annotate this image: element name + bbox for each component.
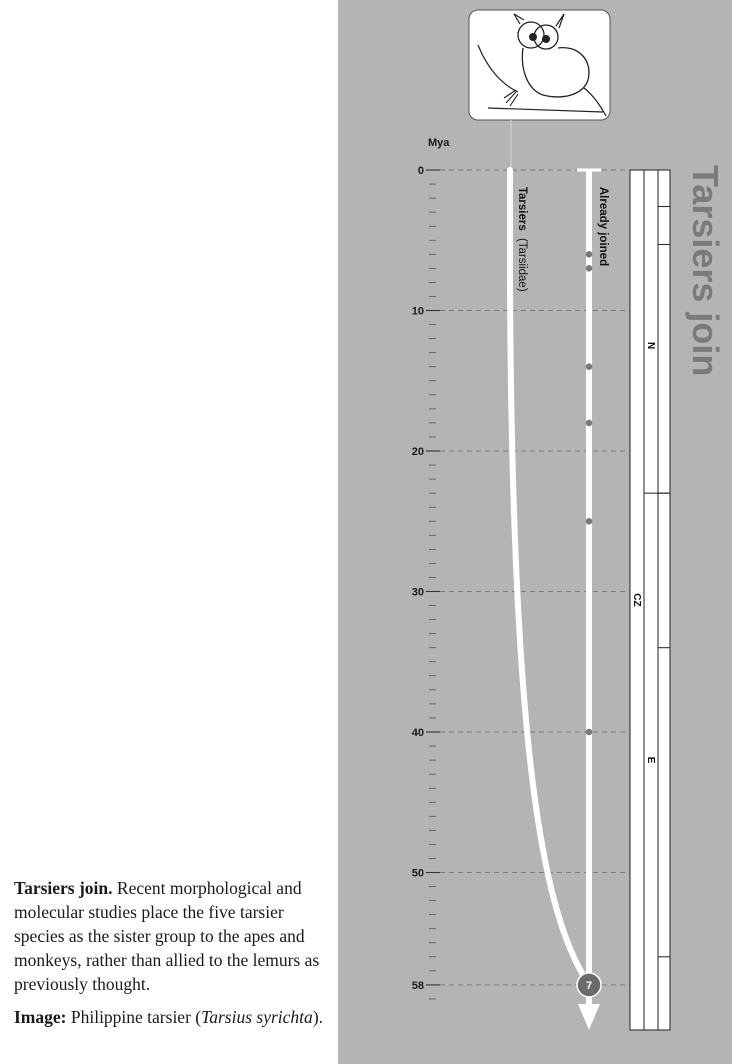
caption-panel [0, 0, 338, 1064]
image-text-suffix: ). [312, 1007, 324, 1027]
image-label: Image: [14, 1007, 67, 1027]
join-dot [586, 518, 593, 525]
period-label: E [645, 756, 656, 764]
timeline-panel [338, 0, 732, 1064]
join-node-label: 7 [585, 979, 593, 992]
caption-paragraph [14, 876, 332, 996]
tick-label: 50 [411, 867, 424, 880]
branch-latin: (Tarsiidae) [516, 237, 528, 292]
main-lineage-label: Already joined [597, 186, 609, 267]
axis-label: Mya [428, 137, 450, 149]
tick-label: 20 [411, 446, 424, 458]
diagram-title: Tarsiers join [685, 165, 726, 377]
join-dot [586, 265, 593, 272]
caption-heading: Tarsiers join. [14, 878, 113, 898]
caption-body: Recent morphological and molecular studies place the five tarsier species as the sister group to the apes and monkeys, rather than allied to the lemurs as previously thought. [14, 878, 320, 994]
arrow-down-icon [578, 1004, 600, 1030]
caption [14, 876, 332, 1038]
join-dot [586, 420, 593, 427]
branch-label [516, 187, 528, 292]
period-label: N [645, 342, 656, 350]
image-credit [14, 1005, 332, 1029]
tarsier-illustration [469, 10, 610, 120]
tick-label: 30 [411, 586, 424, 599]
tick-label: 40 [411, 727, 424, 739]
era-label: CZ [631, 593, 642, 607]
tick-label: 58 [411, 979, 424, 992]
major-ticks [412, 165, 660, 992]
timeline-diagram [338, 0, 732, 1064]
branch-name: Tarsiers [516, 186, 528, 231]
image-species: Tarsius syrichta [201, 1007, 313, 1027]
tick-label: 10 [411, 305, 424, 318]
image-text-prefix: Philippine tarsier ( [70, 1007, 202, 1027]
join-dot [586, 363, 593, 370]
minor-ticks [429, 170, 436, 999]
join-dot [586, 251, 593, 258]
tick-label: 0 [417, 165, 424, 177]
time-scale [630, 170, 670, 1030]
join-dot [586, 729, 593, 736]
